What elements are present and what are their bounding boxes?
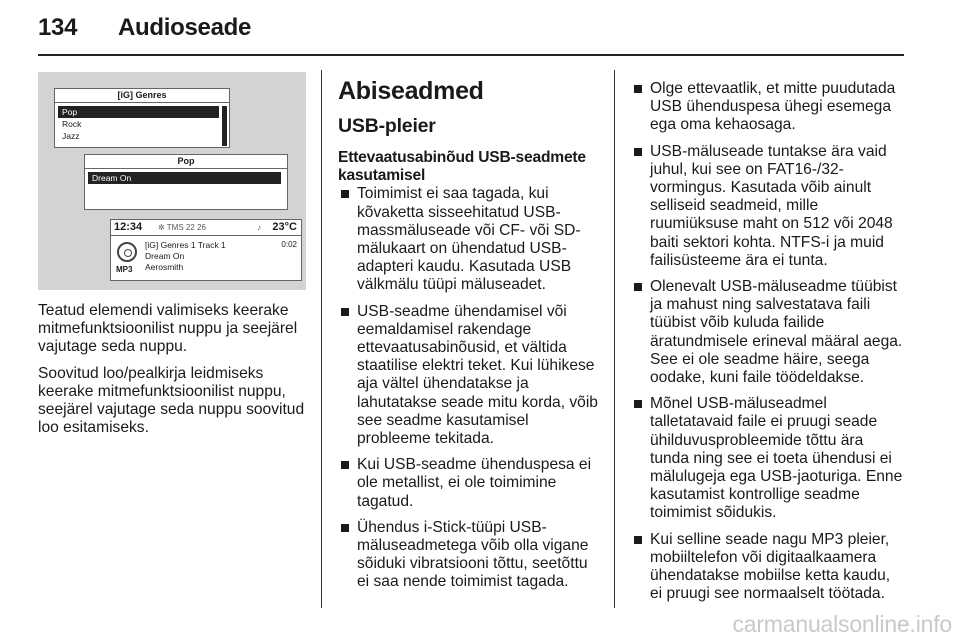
track-line: [iG] Genres 1 Track 1 xyxy=(145,240,226,250)
clock-readout: 12:34 xyxy=(114,221,143,233)
column-1 xyxy=(38,302,306,445)
status-bar xyxy=(111,220,301,236)
now-playing-screen xyxy=(110,219,302,281)
column-3 xyxy=(631,80,903,611)
column-divider-1 xyxy=(321,70,322,608)
pop-screen-title: Pop xyxy=(85,155,287,169)
header-rule xyxy=(38,54,904,56)
bullet-item: Ühendus i-Stick-tüüpi USB-mäluseadmetega võib olla vigane sõiduki vibratsiooni tõttu, seetõttu ei saa nende toimimist tagada. xyxy=(338,519,602,592)
bullet-list xyxy=(631,80,903,603)
status-icons: ✲ TMS 22 26 xyxy=(158,223,206,232)
display-illustration xyxy=(38,72,306,290)
paragraph: Teatud elemendi valimiseks keerake mitmefunktsioonilist nuppu ja seejärel vajutage seda nuppu. xyxy=(38,302,298,356)
temperature-readout: 23°C xyxy=(272,221,297,233)
watermark: carmanualsonline.info xyxy=(732,611,952,637)
page-number: 134 xyxy=(38,14,78,41)
genres-screen xyxy=(54,88,230,148)
bullet-item: Olenevalt USB-mäluseadme tüübist ja mahust ning salvestatava faili tüübist võib kuluda failide äratundmisele erineval määral aega. See ei ole seadme häire, seega oodake, kuni faile töödeldakse. xyxy=(631,278,903,387)
genres-list xyxy=(58,106,219,142)
bullet-item: Kui selline seade nagu MP3 pleier, mobiiltelefon või digitaalkaamera ühendatakse mobiilse ketta kaudu, ei pruugi see normaalselt töötada. xyxy=(631,531,903,604)
column-2 xyxy=(338,77,602,600)
paragraph: Soovitud loo/pealkirja leidmiseks keerake mitmefunktsioonilist nuppu, seejärel vajutage seda nuppu soovitud loo esitamiseks. xyxy=(38,364,305,437)
bullet-item: USB-seadme ühendamisel või eemaldamisel rakendage ettevaatusabinõusid, et vältida staatilise elektri teket. Kui lühikese aja vältel ühendatakse ja lahutatakse seade mitu korda, võib see seadme kasutamisel probleeme tekitada. xyxy=(338,303,602,449)
bullet-item: Olge ettevaatlik, et mitte puudutada USB ühenduspesa ühegi esemega ega oma kehaosaga. xyxy=(631,80,903,135)
bullet-item: USB-mäluseade tuntakse ära vaid juhul, kui see on FAT16-/32-vormingus. Kasutada võib ainult selliseid seadmeid, mille ruumiüksuse maht on 512 või 2048 baiti sektori kohta. NTFS-i ja muid failisüsteeme ära ei tunta. xyxy=(631,143,903,270)
format-label: MP3 xyxy=(116,265,133,274)
track-info xyxy=(145,240,226,273)
page-title: Audioseade xyxy=(118,14,252,41)
song-title: Dream On xyxy=(145,251,185,261)
bullet-list xyxy=(338,185,602,591)
audio-icon: ♪ xyxy=(257,223,261,232)
genre-item-selected: Pop xyxy=(58,106,219,118)
bullet-item: Mõnel USB-mäluseadmel talletatavaid faile ei pruugi seade ühilduvusprobleemide tõttu ära tunda ning see ei toeta ühendusi ei mälulugeja ega USB-jaoturiga. Enne kasutamist kontrollige seadme toimimist sõidukis. xyxy=(631,395,903,522)
pop-screen xyxy=(84,154,288,210)
bullet-item: Toimimist ei saa tagada, kui kõvaketta sisseehitatud USB-massmäluseade või CF- või SD-mälukaart on ühendatud USB-adapteri kaudu. Kasutada USB välkmälu tüüpi mäluseadet. xyxy=(338,185,602,294)
elapsed-time: 0:02 xyxy=(281,240,297,249)
genres-screen-title: [iG] Genres xyxy=(55,89,229,103)
pop-list xyxy=(88,172,281,184)
artist-name: Aerosmith xyxy=(145,262,184,272)
genres-scrollbar xyxy=(222,106,227,146)
genre-item: Rock xyxy=(62,119,82,129)
track-item-selected: Dream On xyxy=(88,172,281,184)
subsection-heading: USB-pleier xyxy=(338,115,436,137)
genre-item: Jazz xyxy=(62,131,80,141)
column-divider-2 xyxy=(614,70,615,608)
cd-icon xyxy=(117,242,137,262)
precautions-heading: Ettevaatusabinõud USB-seadmete kasutamisel xyxy=(338,149,586,185)
section-heading: Abiseadmed xyxy=(338,77,484,105)
bullet-item: Kui USB-seadme ühenduspesa ei ole metallist, ei ole toimimine tagatud. xyxy=(338,456,602,511)
